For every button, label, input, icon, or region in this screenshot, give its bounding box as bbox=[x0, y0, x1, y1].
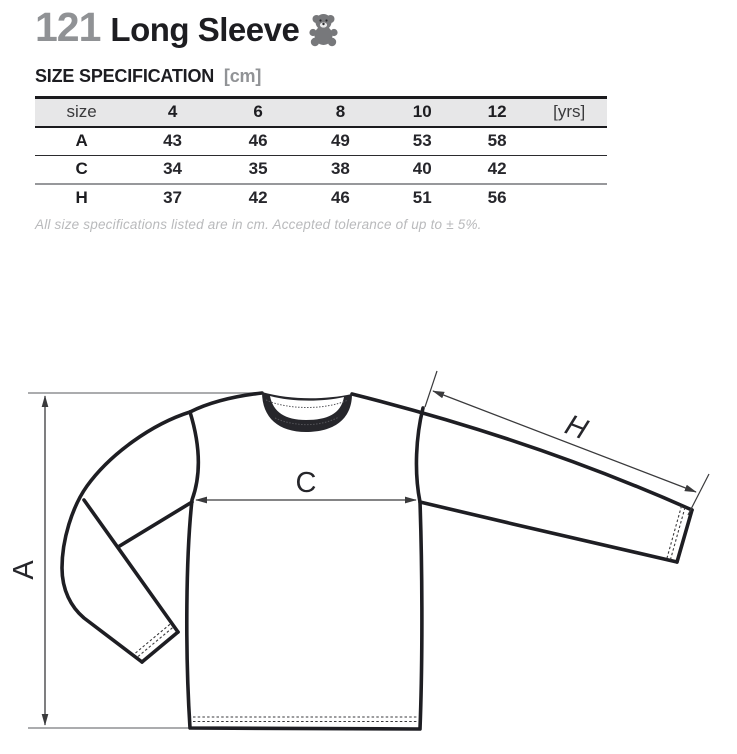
row-label: A bbox=[75, 131, 88, 150]
column-header-6: 6 bbox=[253, 102, 263, 122]
value-cell: 42 bbox=[248, 188, 268, 208]
column-header-4: 4 bbox=[167, 102, 178, 122]
dimension-a-label: A bbox=[8, 560, 40, 580]
value-cell: 46 bbox=[248, 131, 268, 150]
product-name: Long Sleeve bbox=[110, 11, 300, 48]
row-label: C bbox=[75, 159, 88, 178]
left-sleeve-inner bbox=[118, 502, 192, 547]
value-cell: 38 bbox=[330, 159, 350, 178]
right-sleeve-bottom bbox=[420, 502, 677, 562]
left-shoulder-seam bbox=[190, 393, 262, 412]
product-code: 121 bbox=[35, 4, 101, 50]
teddy-bear-icon bbox=[308, 11, 339, 52]
dimension-h bbox=[425, 371, 709, 515]
section-unit: [cm] bbox=[223, 66, 262, 86]
value-cell: 51 bbox=[412, 188, 432, 208]
value-cell: 49 bbox=[330, 131, 350, 150]
value-cell: 43 bbox=[163, 131, 183, 150]
section-title bbox=[35, 66, 261, 87]
column-header-10: 10 bbox=[412, 102, 432, 122]
garment-measurement-diagram bbox=[0, 360, 737, 754]
column-header-12: 12 bbox=[487, 102, 507, 122]
value-cell: 35 bbox=[248, 159, 268, 178]
left-cuff-edge bbox=[142, 632, 178, 662]
value-cell: 53 bbox=[412, 131, 432, 150]
value-cell: 42 bbox=[487, 159, 507, 178]
value-cell: 40 bbox=[412, 159, 432, 178]
dimension-c-label: C bbox=[295, 467, 317, 499]
table-header-row bbox=[35, 98, 607, 127]
value-cell: 56 bbox=[487, 188, 507, 208]
section-title-text: SIZE SPECIFICATION bbox=[35, 66, 215, 86]
dimension-h-label: H bbox=[560, 408, 592, 447]
row-label: H bbox=[75, 188, 88, 208]
collar bbox=[262, 392, 352, 432]
table-row-c bbox=[35, 155, 607, 184]
right-sleeve-top bbox=[352, 394, 692, 510]
value-cell: 58 bbox=[487, 131, 507, 150]
table-row-a bbox=[35, 127, 607, 156]
page-header bbox=[35, 4, 339, 51]
right-cuff-edge bbox=[677, 510, 692, 562]
size-header-cell: size bbox=[66, 102, 97, 122]
value-cell: 46 bbox=[330, 188, 350, 208]
shirt-outline bbox=[62, 393, 692, 729]
value-cell: 37 bbox=[163, 188, 183, 208]
tolerance-footnote: All size specifications listed are in cm. Accepted tolerance of up to ± 5%. bbox=[35, 217, 482, 232]
dimension-a bbox=[8, 396, 45, 725]
stitch-lines bbox=[136, 506, 686, 722]
shirt-body bbox=[187, 408, 423, 729]
years-unit-cell: [yrs] bbox=[553, 102, 586, 122]
table-row-h bbox=[35, 184, 607, 213]
dimension-c bbox=[196, 467, 416, 500]
column-header-8: 8 bbox=[335, 102, 346, 122]
value-cell: 34 bbox=[163, 159, 183, 178]
size-specification-table bbox=[35, 96, 607, 212]
